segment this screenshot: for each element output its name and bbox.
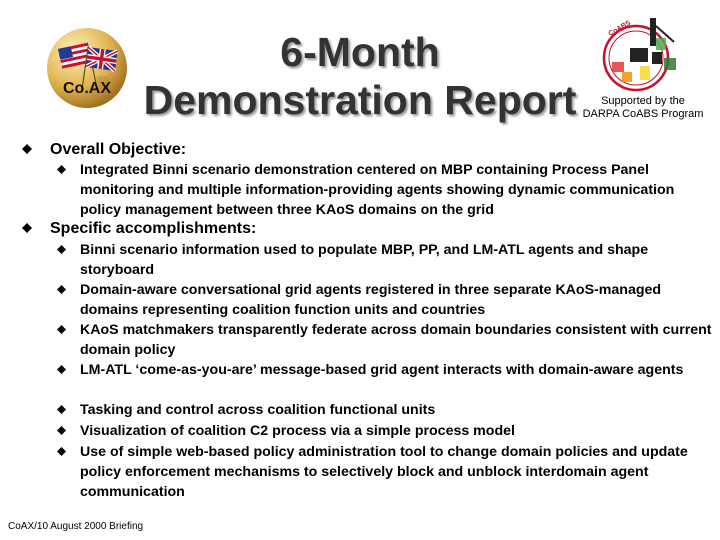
- diamond-bullet-icon: [22, 144, 32, 154]
- coabs-logo-text: CoABS: [607, 19, 632, 38]
- section-heading-text: Specific accomplishments:: [50, 220, 257, 237]
- diamond-bullet-icon: [57, 405, 66, 414]
- list-item: [57, 400, 712, 420]
- list-item-text: KAoS matchmakers transparently federate across domain boundaries consistent with current domain policy: [80, 322, 712, 358]
- section-heading-text: Overall Objective:: [50, 141, 187, 158]
- title-line-1: 6-Month: [280, 29, 440, 75]
- sponsor-line-1: Supported by the: [601, 95, 685, 107]
- building-icon: [630, 48, 648, 62]
- list-item: [57, 421, 712, 441]
- list-item-text: Tasking and control across coalition functional units: [80, 402, 436, 418]
- page-title: [140, 28, 580, 124]
- footer-text: CoAX/10 August 2000 Briefing: [8, 521, 144, 532]
- list-item-text: LM-ATL ‘come-as-you-are’ message-based grid agent interacts with domain-aware agents: [80, 362, 684, 378]
- diamond-bullet-icon: [22, 223, 32, 233]
- coax-logo: [46, 27, 128, 109]
- list-item: [57, 160, 712, 220]
- globe-icon: [46, 27, 128, 109]
- list-item-text: Binni scenario information used to populate MBP, PP, and LM-ATL agents and shape storyboard: [80, 242, 649, 278]
- list-item-text: Integrated Binni scenario demonstration centered on MBP containing Process Panel monitoring and multiple information-providing agents showing dynamic communication policy management between three KAoS domains on the grid: [80, 162, 675, 218]
- coabs-logo: [592, 14, 688, 96]
- list-item-text: Domain-aware conversational grid agents registered in three separate KAoS-managed domains representing coalition function units and countries: [80, 282, 662, 318]
- coax-logo-text: Co.AX: [63, 80, 111, 97]
- tower-icon: [650, 18, 656, 46]
- list-item: [57, 280, 712, 320]
- diamond-bullet-icon: [57, 245, 66, 254]
- diamond-bullet-icon: [57, 365, 66, 374]
- list-item-text: Use of simple web-based policy administration tool to change domain policies and update policy enforcement mechanisms to selectively block and unblock interdomain agent communication: [80, 444, 688, 500]
- list-item: [57, 360, 712, 380]
- diamond-bullet-icon: [57, 165, 66, 174]
- sponsor-note: [568, 95, 718, 121]
- list-item: [57, 240, 712, 280]
- list-item: [57, 442, 712, 502]
- diamond-bullet-icon: [57, 325, 66, 334]
- list-item-text: Visualization of coalition C2 process via a simple process model: [80, 423, 515, 439]
- diamond-bullet-icon: [57, 426, 66, 435]
- list-item: [57, 320, 712, 360]
- sponsor-line-2: DARPA CoABS Program: [582, 108, 704, 120]
- diamond-bullet-icon: [57, 447, 66, 456]
- diamond-bullet-icon: [57, 285, 66, 294]
- title-line-2: Demonstration Report: [143, 77, 577, 123]
